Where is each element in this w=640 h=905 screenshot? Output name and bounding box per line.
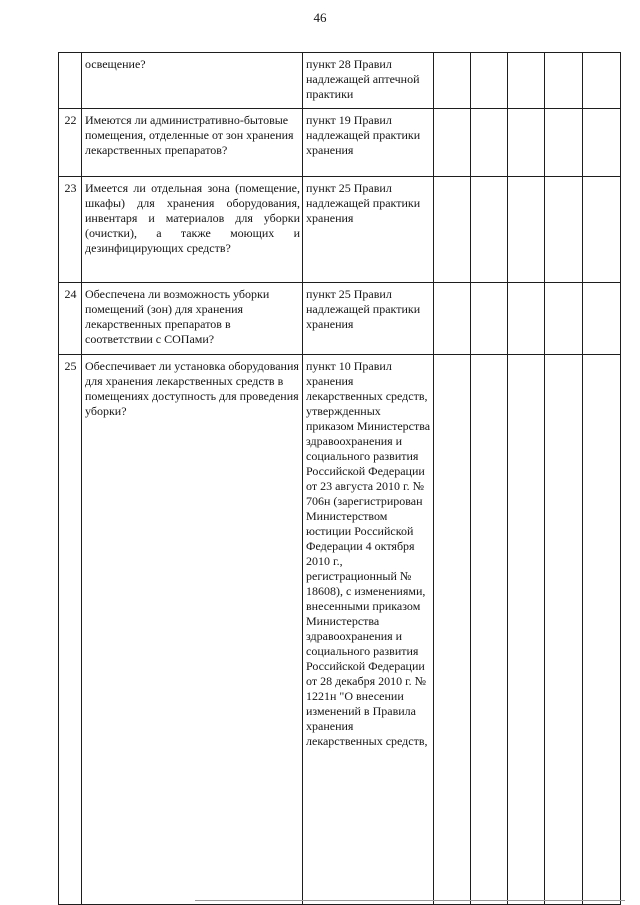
requirement-cell: пункт 19 Правил надлежащей практики хранения <box>303 109 434 177</box>
question-cell: Имеется ли отдельная зона (помещение, шкафы) для хранения оборудования, инвентаря и материалов для уборки (очистки), а также моющих и дезинфицирующих средств? <box>82 177 303 283</box>
answer-yes-cell[interactable] <box>434 355 471 905</box>
row-number: 24 <box>59 283 82 355</box>
requirement-cell: пункт 25 Правил надлежащей практики хранения <box>303 283 434 355</box>
answer-not-applicable-cell[interactable] <box>508 355 545 905</box>
table-row <box>59 53 621 109</box>
answer-no-cell[interactable] <box>471 283 508 355</box>
answer-not-applicable-cell[interactable] <box>508 283 545 355</box>
answer-no-cell[interactable] <box>471 109 508 177</box>
answer-yes-cell[interactable] <box>434 283 471 355</box>
table-row <box>59 109 621 177</box>
answer-not-applicable-cell[interactable] <box>508 177 545 283</box>
question-cell: освещение? <box>82 53 303 109</box>
row-number: 22 <box>59 109 82 177</box>
requirement-cell: пункт 28 Правил надлежащей аптечной практики <box>303 53 434 109</box>
answer-yes-cell[interactable] <box>434 177 471 283</box>
answer-yes-cell[interactable] <box>434 53 471 109</box>
table-row <box>59 355 621 905</box>
requirement-cell: пункт 25 Правил надлежащей практики хранения <box>303 177 434 283</box>
answer-not-applicable-cell[interactable] <box>508 109 545 177</box>
page-number: 46 <box>313 10 327 25</box>
row-number: 25 <box>59 355 82 905</box>
answer-blank-cell[interactable] <box>545 177 583 283</box>
requirement-cell: пункт 10 Правил хранения лекарственных средств, утвержденных приказом Министерства здравоохранения и социального развития Российской Федерации от 23 августа 2010 г. № 706н (зарегистрирован Министерством юстиции Российской Федерации 4 октября 2010 г., регистрационный № 18608), с изменениями, внесенными приказом Министерства здравоохранения и социального развития Российской Федерации от 28 декабря 2010 г. № 1221н "О внесении изменений в Правила хранения лекарственных средств, <box>303 355 434 905</box>
answer-no-cell[interactable] <box>471 355 508 905</box>
notes-cell[interactable] <box>583 109 621 177</box>
checklist-table <box>58 52 621 905</box>
row-number: 23 <box>59 177 82 283</box>
row-number <box>59 53 82 109</box>
answer-no-cell[interactable] <box>471 53 508 109</box>
answer-not-applicable-cell[interactable] <box>508 53 545 109</box>
table-row <box>59 177 621 283</box>
answer-blank-cell[interactable] <box>545 53 583 109</box>
table-row <box>59 283 621 355</box>
answer-blank-cell[interactable] <box>545 109 583 177</box>
question-cell: Обеспечивает ли установка оборудования для хранения лекарственных средств в помещениях доступность для проведения уборки? <box>82 355 303 905</box>
answer-blank-cell[interactable] <box>545 355 583 905</box>
notes-cell[interactable] <box>583 283 621 355</box>
notes-cell[interactable] <box>583 177 621 283</box>
answer-blank-cell[interactable] <box>545 283 583 355</box>
answer-no-cell[interactable] <box>471 177 508 283</box>
notes-cell[interactable] <box>583 355 621 905</box>
answer-yes-cell[interactable] <box>434 109 471 177</box>
scan-edge-line <box>195 900 625 901</box>
notes-cell[interactable] <box>583 53 621 109</box>
question-cell: Обеспечена ли возможность уборки помещений (зон) для хранения лекарственных препаратов в соответствии с СОПами? <box>82 283 303 355</box>
question-cell: Имеются ли административно-бытовые помещения, отделенные от зон хранения лекарственных препаратов? <box>82 109 303 177</box>
